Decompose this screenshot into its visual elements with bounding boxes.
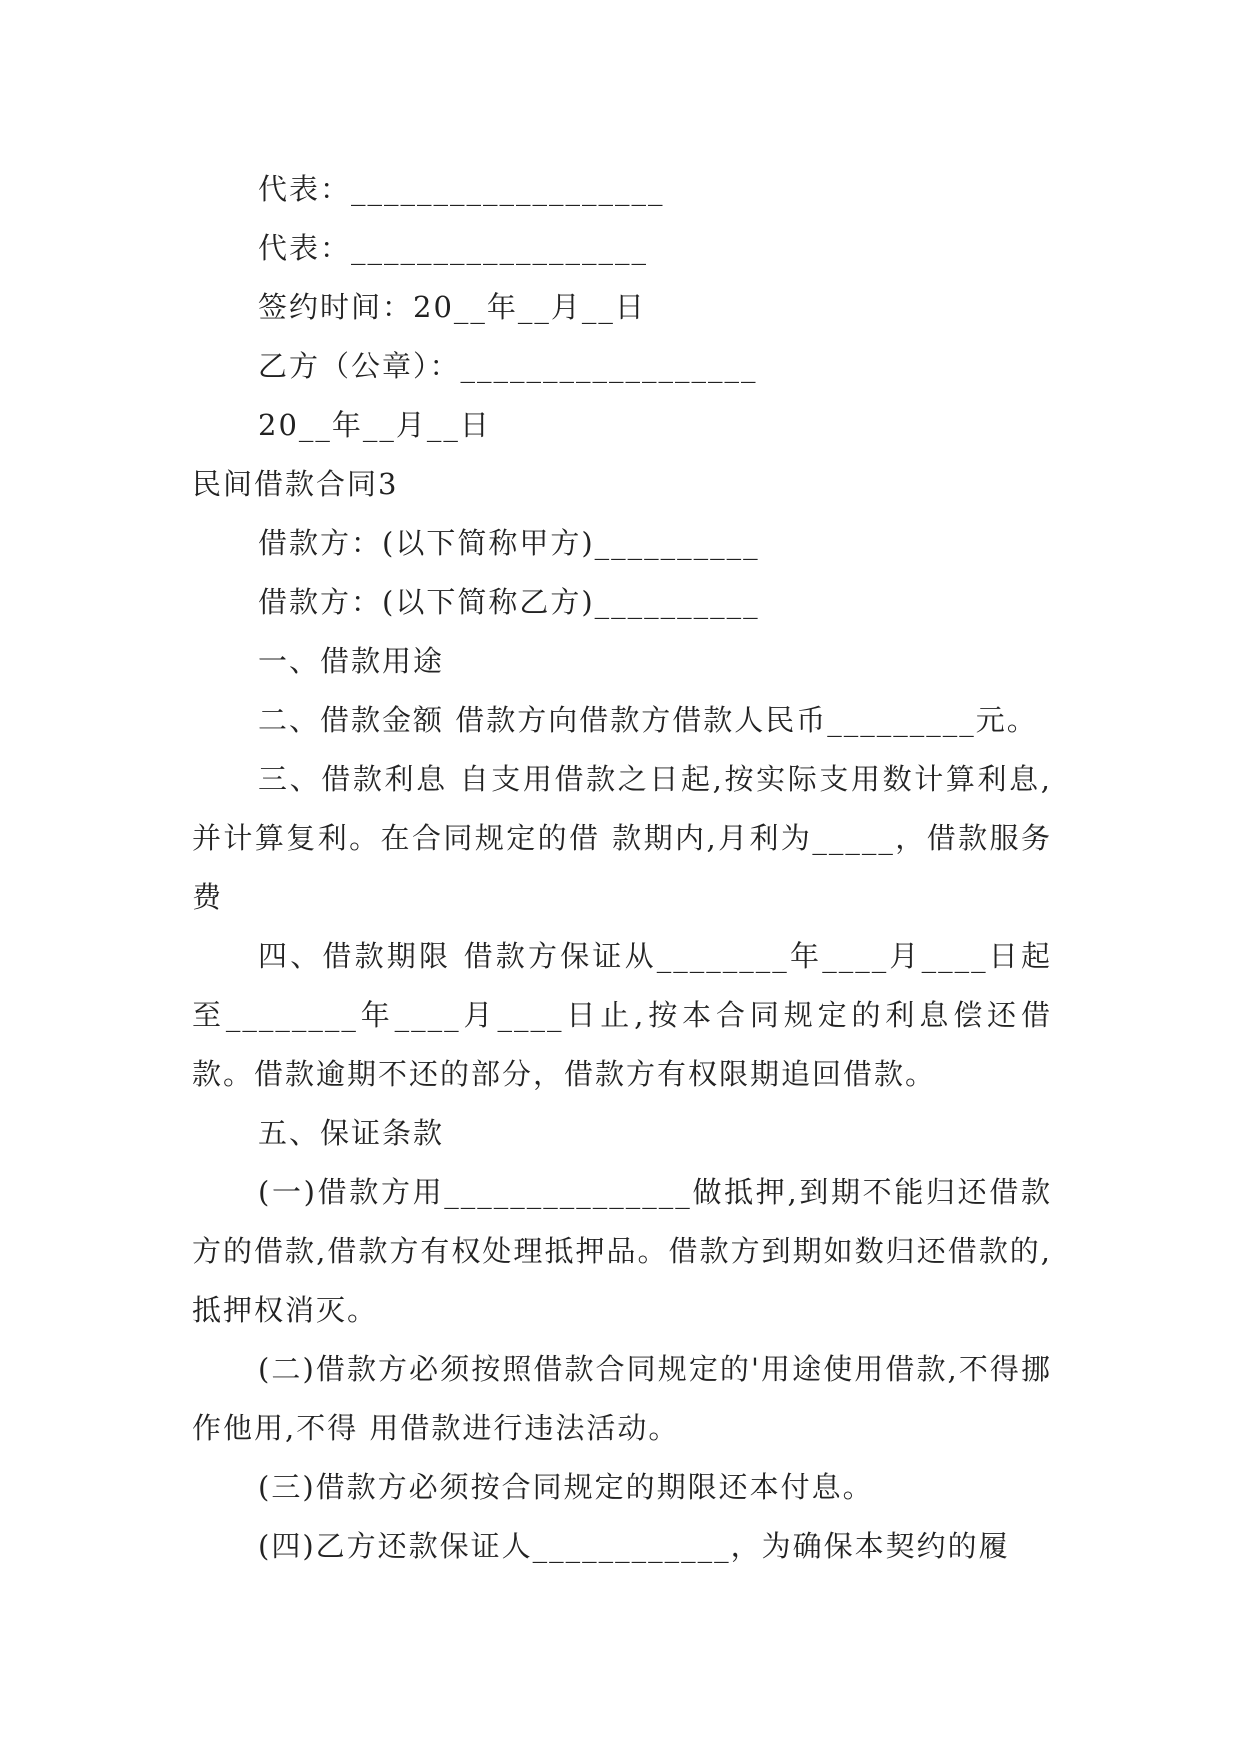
borrower-party-a: 借款方：(以下简称甲方)__________ xyxy=(258,526,760,560)
contract-title: 民间借款合同3 xyxy=(192,467,399,501)
party-b-seal-line: 乙方（公章）：__________________ xyxy=(258,349,758,383)
date-line: 20__年__月__日 xyxy=(258,408,491,442)
clause-usage: (二)借款方必须按照借款合同规定的'用途使用借款,不得挪作他用,不得 用借款进行违法活动。 xyxy=(192,1352,1052,1445)
clause-collateral: (一)借款方用_______________做抵押,到期不能归还借款方的借款,借款方有权处理抵押品。借款方到期如数归还借款的,抵押权消灭。 xyxy=(192,1175,1052,1327)
section-loan-interest: 三、借款利息 自支用借款之日起,按实际支用数计算利息,并计算复利。在合同规定的借 款期内,月利为_____，借款服务费 xyxy=(192,762,1052,914)
representative-line-b: 代表：__________________ xyxy=(258,231,649,265)
clause-repayment: (三)借款方必须按合同规定的期限还本付息。 xyxy=(258,1470,874,1504)
section-loan-amount: 二、借款金额 借款方向借款方借款人民币_________元。 xyxy=(258,703,1038,737)
section-loan-purpose: 一、借款用途 xyxy=(258,644,445,678)
clause-guarantor: (四)乙方还款保证人____________，为确保本契约的履 xyxy=(258,1529,1010,1563)
document-body xyxy=(192,160,1052,1576)
section-loan-term: 四、借款期限 借款方保证从________年____月____日起至________年____月____日止,按本合同规定的利息偿还借款。借款逾期不还的部分，借款方有权限期追回借款。 xyxy=(192,939,1052,1091)
representative-line-a: 代表：___________________ xyxy=(258,172,665,206)
signing-date-line: 签约时间：20__年__月__日 xyxy=(258,290,646,324)
borrower-party-b: 借款方：(以下简称乙方)__________ xyxy=(258,585,760,619)
section-guarantee: 五、保证条款 xyxy=(258,1116,445,1150)
